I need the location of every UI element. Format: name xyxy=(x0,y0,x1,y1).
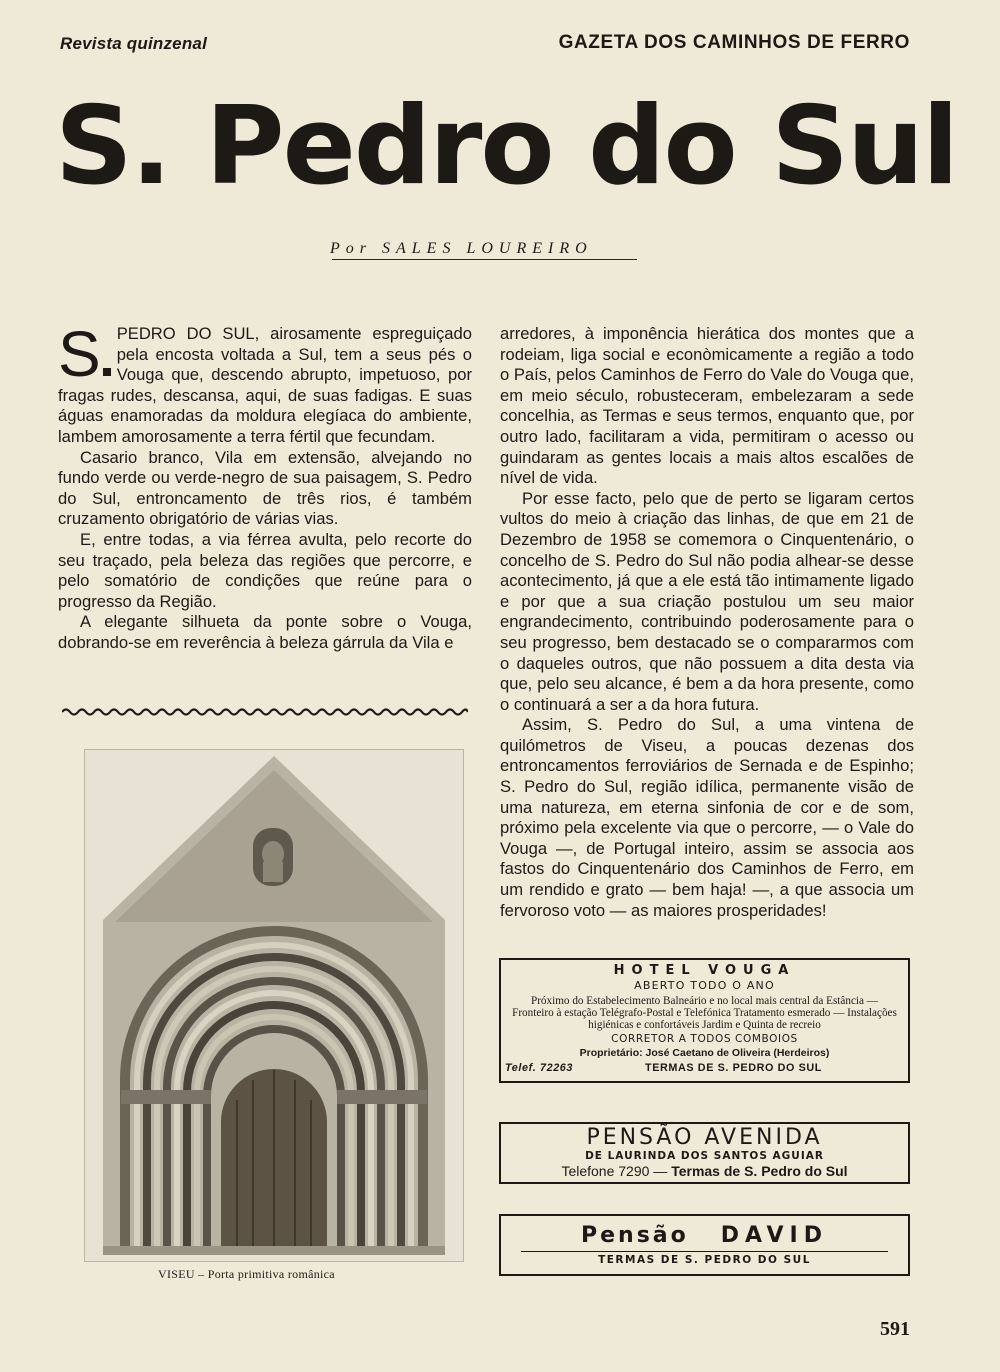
drop-cap: S xyxy=(58,318,101,390)
article-column-left xyxy=(58,318,472,654)
ad-hotel-description: Próximo do Estabelecimento Balneário e no local mais central da Estância — Fronteiro à estação Telégrafo-Postal e Telefónica Tratamento esmerado — Instalações higiénicas e confortáveis Jardim e Quinta de recreio xyxy=(512,995,897,1031)
paragraph: Assim, S. Pedro do Sul, a uma vintena de quilómetros de Viseu, a poucas dezenas dos entroncamentos ferroviários de Sernada e de Espinho; S. Pedro do Sul, região idílica, permanente visão de uma natureza, em eterna sinfonia de cor e de som, próximo pela excelente via que o percorre, — o Vale do Vouga —, de Portugal inteiro, assim se associa aos fastos do Cinquentenário dos Caminhos de Ferro, em um rendido e grato — bem haja! —, a que associa um fervoroso voto — as maiores prosperidades! xyxy=(500,715,914,920)
paragraph: Casario branco, Vila em extensão, alvejando no fundo verde ou verde-negro de sua paisagem, S. Pedro do Sul, entroncamento de três rios, é também cruzamento obrigatório de várias vias. xyxy=(58,447,472,529)
ad-hotel-corretor: CORRETOR A TODOS COMBOIOS xyxy=(611,1033,798,1045)
ad-hotel-footer xyxy=(505,1062,894,1074)
ad-david-location: TERMAS DE S. PEDRO DO SUL xyxy=(598,1254,811,1266)
ad-hotel-phone: Telef. 72263 xyxy=(505,1062,574,1074)
wavy-divider xyxy=(62,706,468,718)
page-number: 591 xyxy=(880,1318,910,1340)
ad-avenida-owner: DE LAURINDA DOS SANTOS AGUIAR xyxy=(585,1150,824,1162)
paragraph-text: PEDRO DO SUL, airosamente espreguiçado pela encosta voltada a Sul, tem a seus pés o Vouga que, descendo abrupto, impetuoso, por fragas rudes, descansa, aqui, de suas fadigas. E suas águas enamoradas da moldura elegíaca do ambiente, lambem amorosamente a terra fértil que fecundam. xyxy=(58,324,472,446)
paragraph: Por esse facto, pelo que de perto se ligaram certos vultos do meio à criação das linhas, de que em 21 de Dezembro de 1958 se comemora o Cinquentenário, o concelho de S. Pedro do Sul não podia alhear-se desse acontecimento, já que a ele está tão intimamente ligado e por que a sua criação postulou um seu maior engrandecimento, contribuindo poderosamente para o seu progresso, bem destacado se o compararmos com o daqueles outros, que não possuem a dita desta via que, pelo seu alcance, é bem a da hora presente, como o continuará a ser a da hora futura. xyxy=(500,488,914,714)
paragraph: arredores, à imponência hierática dos montes que a rodeiam, liga social e econòmicamente a região a todo o País, pelos Caminhos de Ferro do Vale do Vouga que, em meio século, robusteceram, embelezaram a sede concelhia, as Termas e seus termos, enquanto que, por outro lado, facilitaram a vida, permitiram o acesso ou guindaram as gentes locais a mais altos escalões de nível de vida. xyxy=(500,324,914,488)
photo-caption: VISEU – Porta primitiva românica xyxy=(158,1267,335,1281)
ad-david-name-b: DAVID xyxy=(720,1223,829,1248)
byline: Por SALES LOUREIRO xyxy=(330,240,593,257)
paragraph: A elegante silhueta da ponte sobre o Vouga, dobrando-se em reverência à beleza gárrula da Vila e xyxy=(58,612,472,652)
article-title: S. Pedro do Sul xyxy=(55,84,957,209)
ad-hotel-proprietor: Proprietário: José Caetano de Oliveira (Herdeiros) xyxy=(579,1047,830,1059)
ad-david-name xyxy=(501,1222,908,1250)
ad-pensao-avenida xyxy=(499,1122,910,1184)
ad-hotel-location: TERMAS DE S. PEDRO DO SUL xyxy=(645,1062,822,1074)
portal-illustration xyxy=(85,750,463,1261)
ad-avenida-name: PENSÃO AVENIDA xyxy=(586,1125,823,1150)
ad-hotel-name: HOTEL VOUGA xyxy=(613,963,796,978)
ad-avenida-phone: Telefone 7290 — xyxy=(561,1163,668,1179)
paragraph xyxy=(58,318,472,448)
ad-hotel-subtitle: ABERTO TODO O ANO xyxy=(634,979,775,992)
ad-david-name-a: Pensão xyxy=(580,1223,689,1248)
running-header-left: Revista quinzenal xyxy=(60,34,207,53)
ad-avenida-location: Termas de S. Pedro do Sul xyxy=(671,1163,848,1179)
article-column-right xyxy=(500,324,914,921)
byline-rule xyxy=(332,259,637,260)
ad-pensao-david xyxy=(499,1214,910,1276)
running-header-right: GAZETA DOS CAMINHOS DE FERRO xyxy=(558,32,910,53)
paragraph: E, entre todas, a via férrea avulta, pelo recorte do seu traçado, pela beleza das regiões que percorre, e pelo somatório de condições que reúne para o progresso da Região. xyxy=(58,529,472,611)
photo-romanesque-portal xyxy=(84,749,464,1262)
ad-david-rule xyxy=(521,1251,888,1252)
ad-hotel-vouga xyxy=(499,958,910,1083)
drop-cap-dot xyxy=(103,368,111,376)
ad-avenida-contact xyxy=(501,1163,908,1180)
